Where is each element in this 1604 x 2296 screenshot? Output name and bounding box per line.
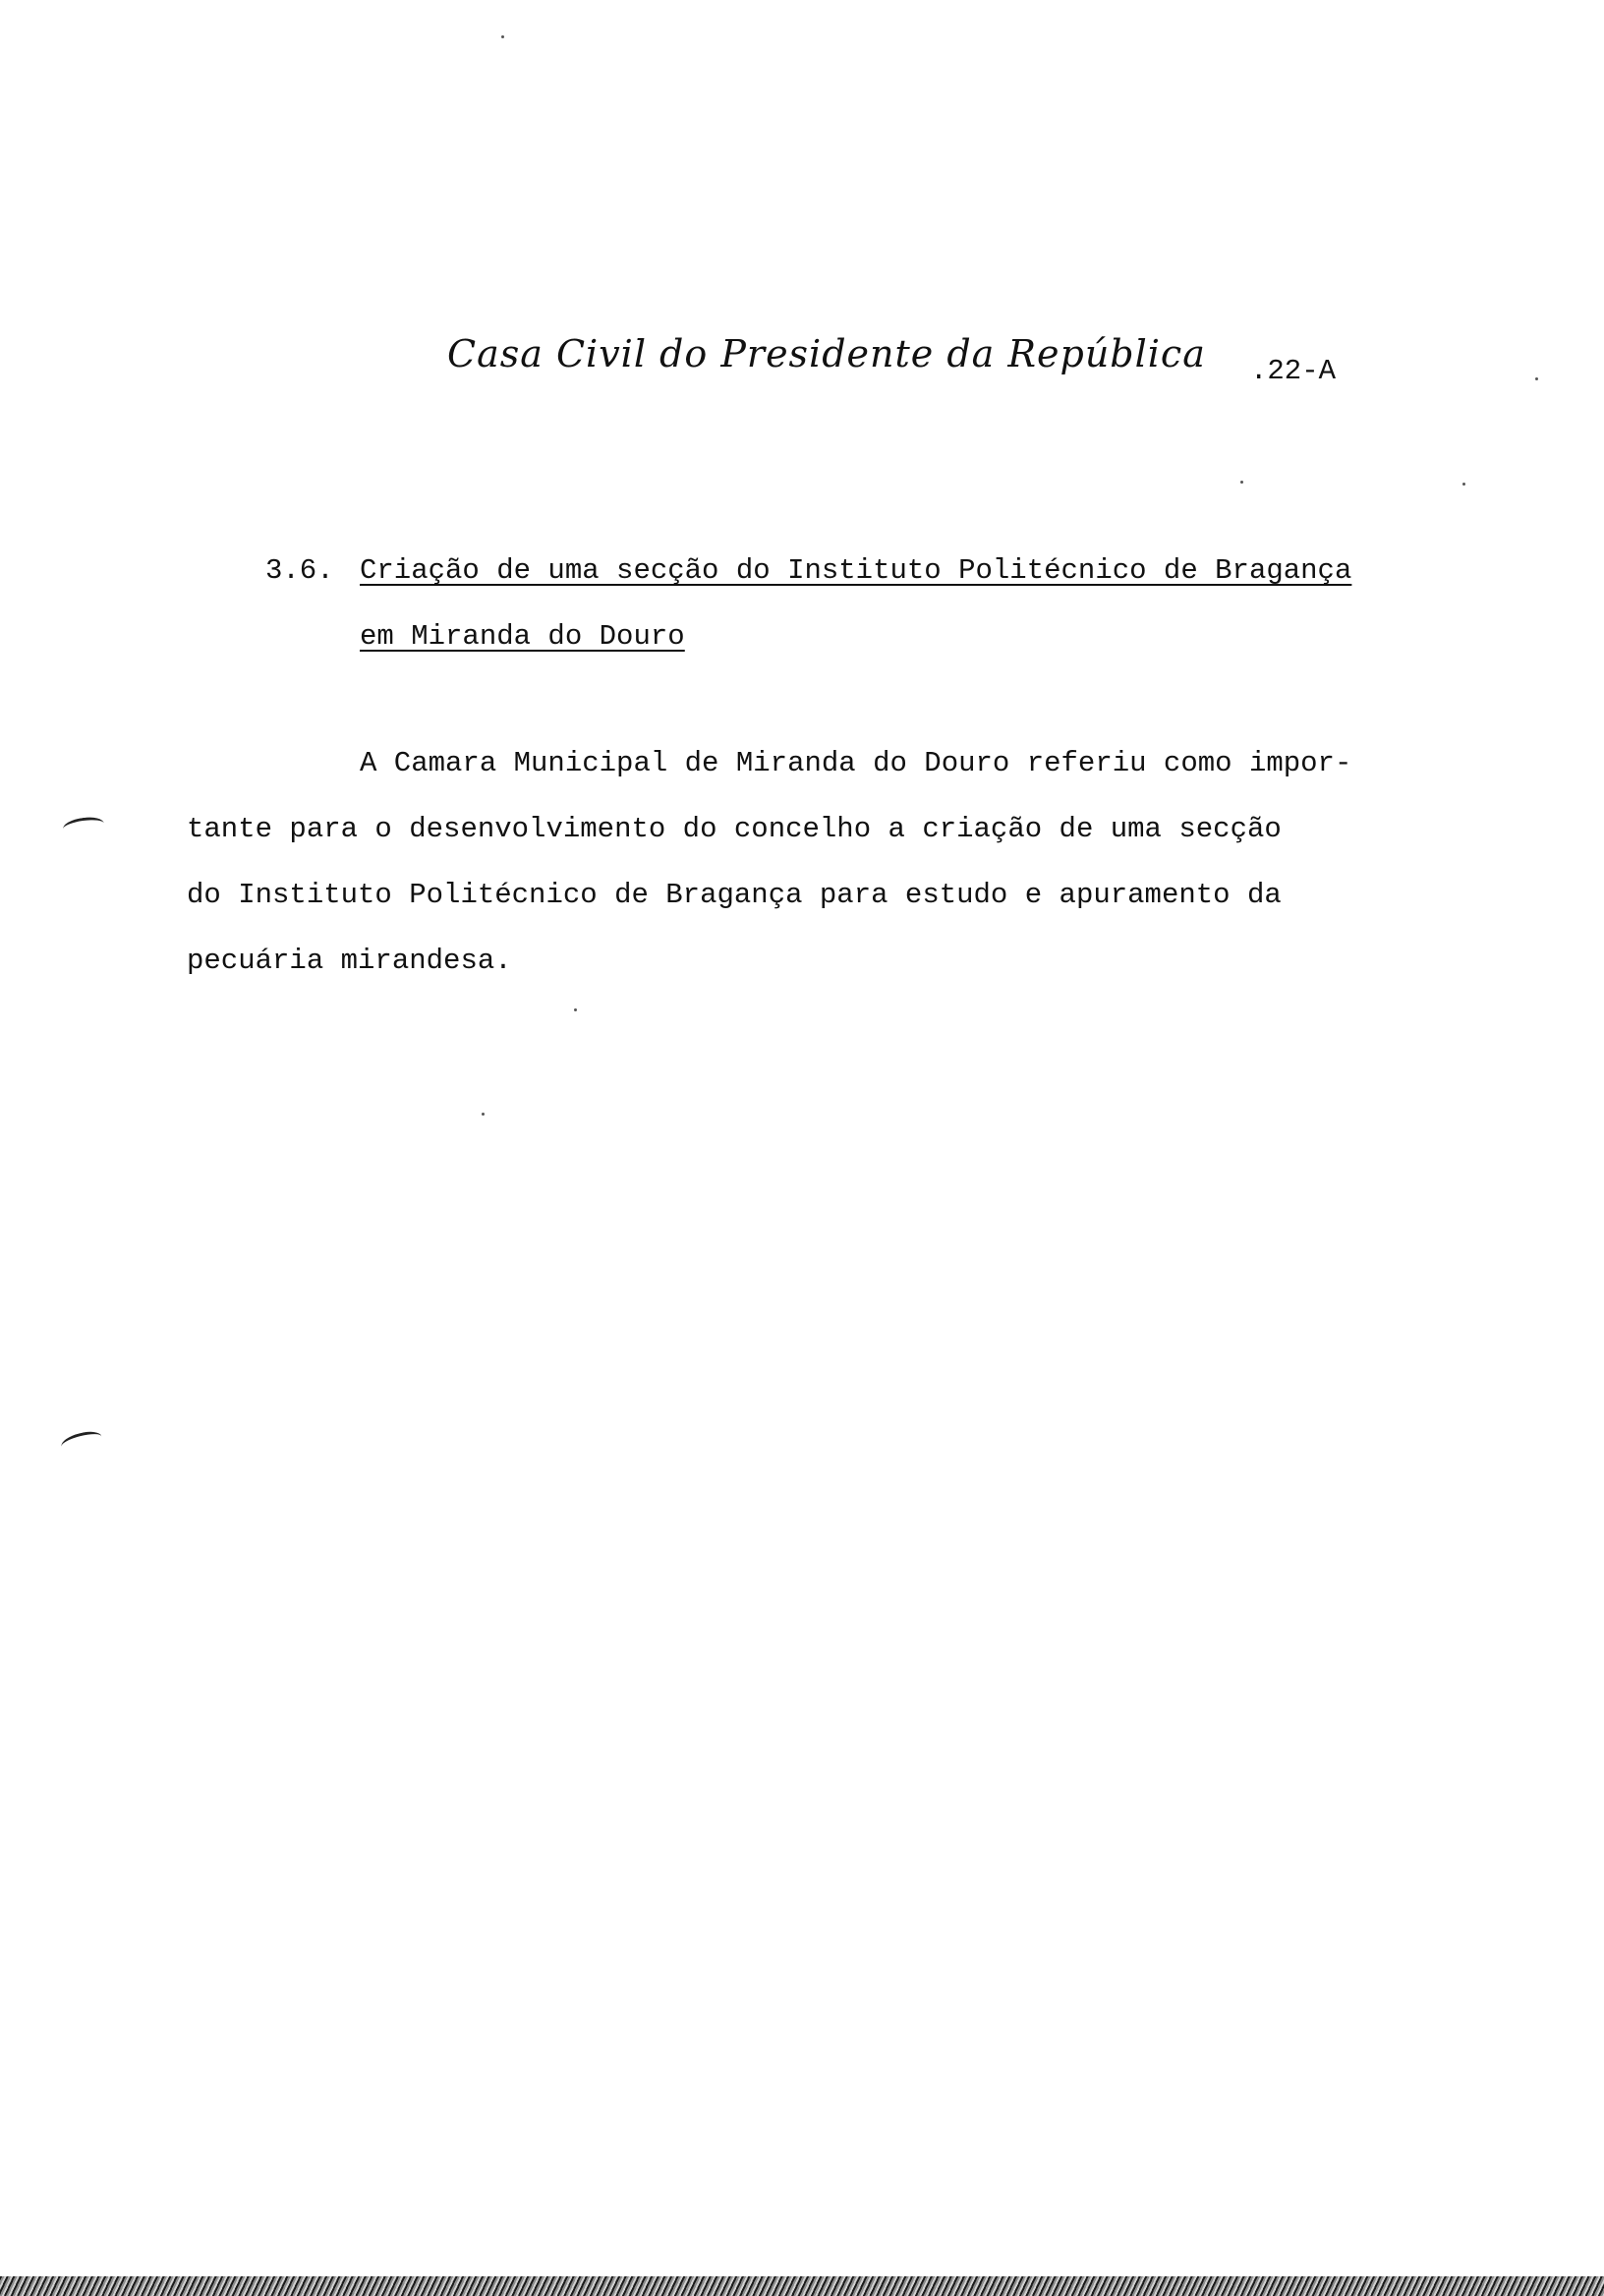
scan-edge-noise — [0, 2276, 1604, 2296]
scan-speck — [501, 35, 504, 38]
page-number: .22-A — [1250, 355, 1337, 387]
body-line: do Instituto Politécnico de Bragança para estudo e apuramento da — [187, 879, 1282, 911]
section-heading — [265, 538, 1351, 669]
scan-speck — [482, 1113, 485, 1116]
punch-hole-mark — [62, 815, 105, 837]
letterhead: Casa Civil do Presidente da República — [447, 332, 1206, 375]
body-line: pecuária mirandesa. — [187, 945, 512, 977]
section-title-line-1: Criação de uma secção do Instituto Politécnico de Bragança — [360, 554, 1352, 587]
section-title-line-2-wrapper — [265, 603, 1351, 669]
scan-speck — [1240, 481, 1243, 484]
scan-speck — [1462, 483, 1465, 486]
punch-hole-mark — [60, 1428, 104, 1455]
section-title-line-2: em Miranda do Douro — [360, 620, 685, 653]
body-paragraph — [187, 730, 1504, 994]
body-line: A Camara Municipal de Miranda do Douro referiu como impor- — [360, 747, 1352, 779]
section-number: 3.6. — [265, 554, 334, 587]
scan-speck — [574, 1008, 577, 1011]
scan-speck — [1535, 377, 1538, 380]
body-line: tante para o desenvolvimento do concelho a criação de uma secção — [187, 813, 1282, 845]
